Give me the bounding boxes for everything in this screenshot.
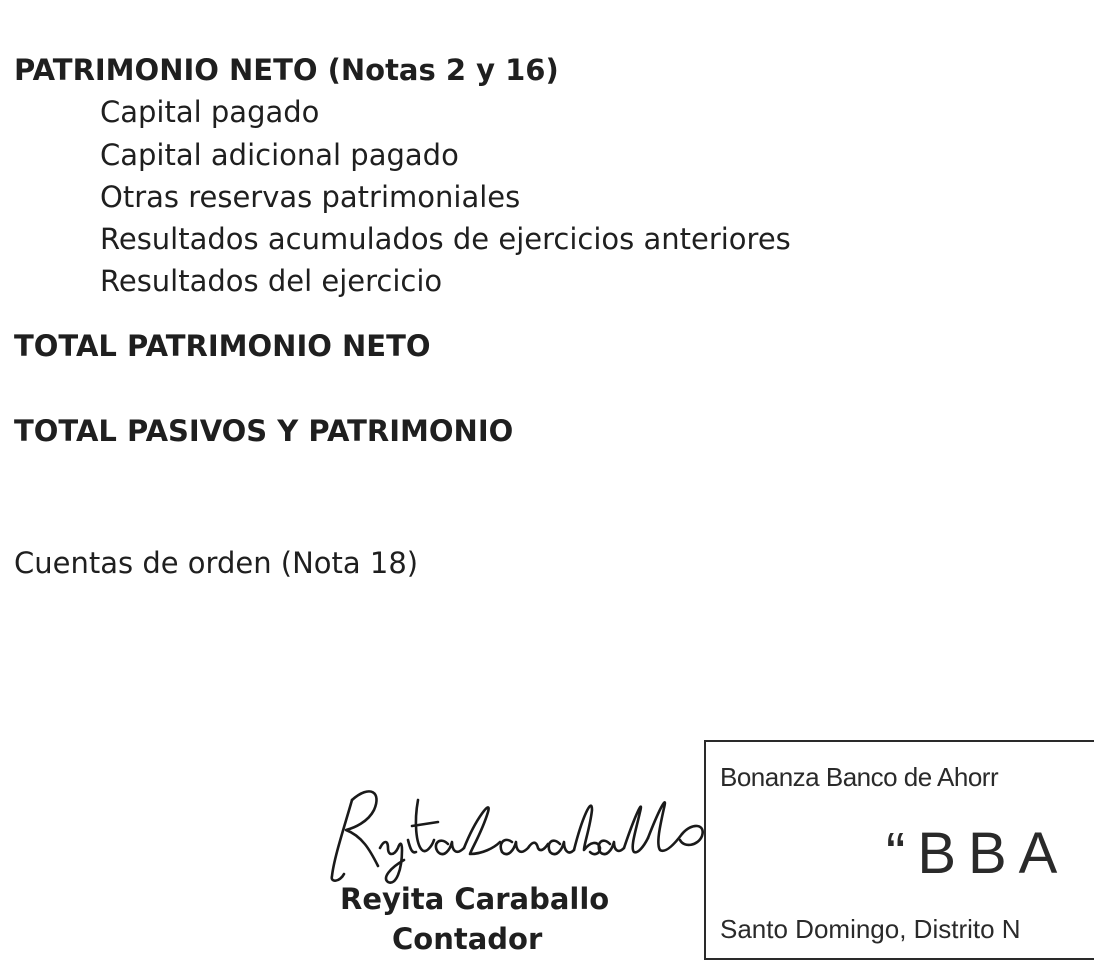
equity-heading: PATRIMONIO NETO (Notas 2 y 16) — [14, 53, 559, 87]
total-equity-label: TOTAL PATRIMONIO NETO — [14, 329, 431, 363]
stamp — [704, 740, 1094, 960]
signer-title: Contador — [392, 922, 543, 956]
stamp-bank-name: Bonanza Banco de Ahorr — [720, 762, 999, 792]
equity-item-resultados-acumulados: Resultados acumulados de ejercicios anteriores — [100, 222, 791, 256]
equity-item-capital-pagado: Capital pagado — [100, 95, 320, 129]
signer-name: Reyita Caraballo — [340, 882, 610, 916]
stamp-location: Santo Domingo, Distrito N — [720, 914, 1021, 944]
handwritten-signature — [322, 778, 722, 888]
memo-accounts-label: Cuentas de orden (Nota 18) — [14, 546, 419, 580]
equity-item-resultados-ejercicio: Resultados del ejercicio — [100, 264, 443, 298]
total-liabilities-equity-label: TOTAL PASIVOS Y PATRIMONIO — [14, 414, 514, 448]
equity-item-capital-adicional: Capital adicional pagado — [100, 138, 459, 172]
equity-item-otras-reservas: Otras reservas patrimoniales — [100, 180, 521, 214]
stamp-acronym: “BBA — [886, 821, 1070, 886]
